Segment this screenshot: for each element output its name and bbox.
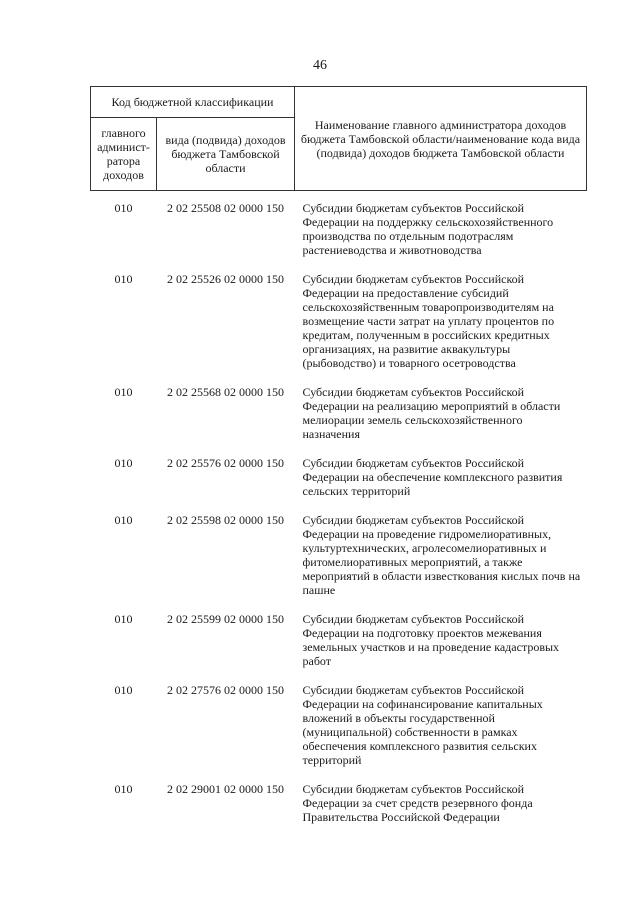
income-code-cell: 2 02 25599 02 0000 150 [167, 612, 284, 626]
table-row [91, 773, 587, 830]
income-code-cell: 2 02 29001 02 0000 150 [167, 782, 284, 796]
income-name-cell: Субсидии бюджетам субъектов Российской Федерации на предоставление субсидий сельскохозяйственным товаропроизводителям на возмещение части затрат на уплату процентов по кредитам, полученным в российских кредитных организациях, на развитие аквакультуры (рыбоводство) и товарного осетроводства [302, 272, 555, 370]
income-code-cell: 2 02 25576 02 0000 150 [167, 456, 284, 470]
header-code-column: вида (подвида) доходов бюджета Тамбовской области [157, 118, 295, 191]
admin-code-cell: 010 [114, 201, 133, 215]
admin-code-cell: 010 [114, 456, 133, 470]
table-row [91, 603, 587, 674]
admin-code-cell: 010 [114, 272, 133, 286]
income-name-cell: Субсидии бюджетам субъектов Российской Федерации на софинансирование капитальных вложений в объекты государственной (муниципальной) собственности в рамках обеспечения комплексного развития сельских территорий [302, 683, 543, 767]
income-name-cell: Субсидии бюджетам субъектов Российской Федерации за счет средств резервного фонда Правительства Российской Федерации [302, 782, 533, 824]
budget-classification-table [90, 86, 587, 830]
table-row [91, 674, 587, 773]
header-budget-classification: Код бюджетной классификации [91, 87, 295, 118]
income-name-cell: Субсидии бюджетам субъектов Российской Федерации на подготовку проектов межевания земельных участков и на проведение кадастровых работ [302, 612, 560, 668]
table-body [91, 191, 587, 831]
income-code-cell: 2 02 25568 02 0000 150 [167, 385, 284, 399]
admin-code-cell: 010 [114, 683, 133, 697]
income-name-cell: Субсидии бюджетам субъектов Российской Федерации на обеспечение комплексного развития сельских территорий [302, 456, 563, 498]
admin-code-cell: 010 [114, 782, 133, 796]
table-row [91, 504, 587, 603]
table-row [91, 447, 587, 504]
income-code-cell: 2 02 27576 02 0000 150 [167, 683, 284, 697]
header-admin-column: главного админист-ратора доходов [91, 118, 157, 191]
income-code-cell: 2 02 25598 02 0000 150 [167, 513, 284, 527]
table-row [91, 263, 587, 376]
admin-code-cell: 010 [114, 612, 133, 626]
admin-code-cell: 010 [114, 385, 133, 399]
income-code-cell: 2 02 25508 02 0000 150 [167, 201, 284, 215]
income-name-cell: Субсидии бюджетам субъектов Российской Федерации на поддержку сельскохозяйственного производства по отдельным подотраслям растениеводства и животноводства [302, 201, 554, 257]
income-code-cell: 2 02 25526 02 0000 150 [167, 272, 284, 286]
income-name-cell: Субсидии бюджетам субъектов Российской Федерации на реализацию мероприятий в области мелиорации земель сельскохозяйственного назначения [302, 385, 561, 441]
table-header [91, 87, 587, 191]
income-name-cell: Субсидии бюджетам субъектов Российской Федерации на проведение гидромелиоративных, культуртехнических, агролесомелиоративных и фитомелиоративных мероприятий, а также мероприятий в области известкования кислых почв на пашне [302, 513, 581, 597]
admin-code-cell: 010 [114, 513, 133, 527]
table-row [91, 376, 587, 447]
page-number: 46 [313, 58, 327, 73]
table-row [91, 191, 587, 264]
header-name-column: Наименование главного администратора доходов бюджета Тамбовской области/наименование кода вида (подвида) доходов бюджета Тамбовской области [295, 87, 587, 191]
